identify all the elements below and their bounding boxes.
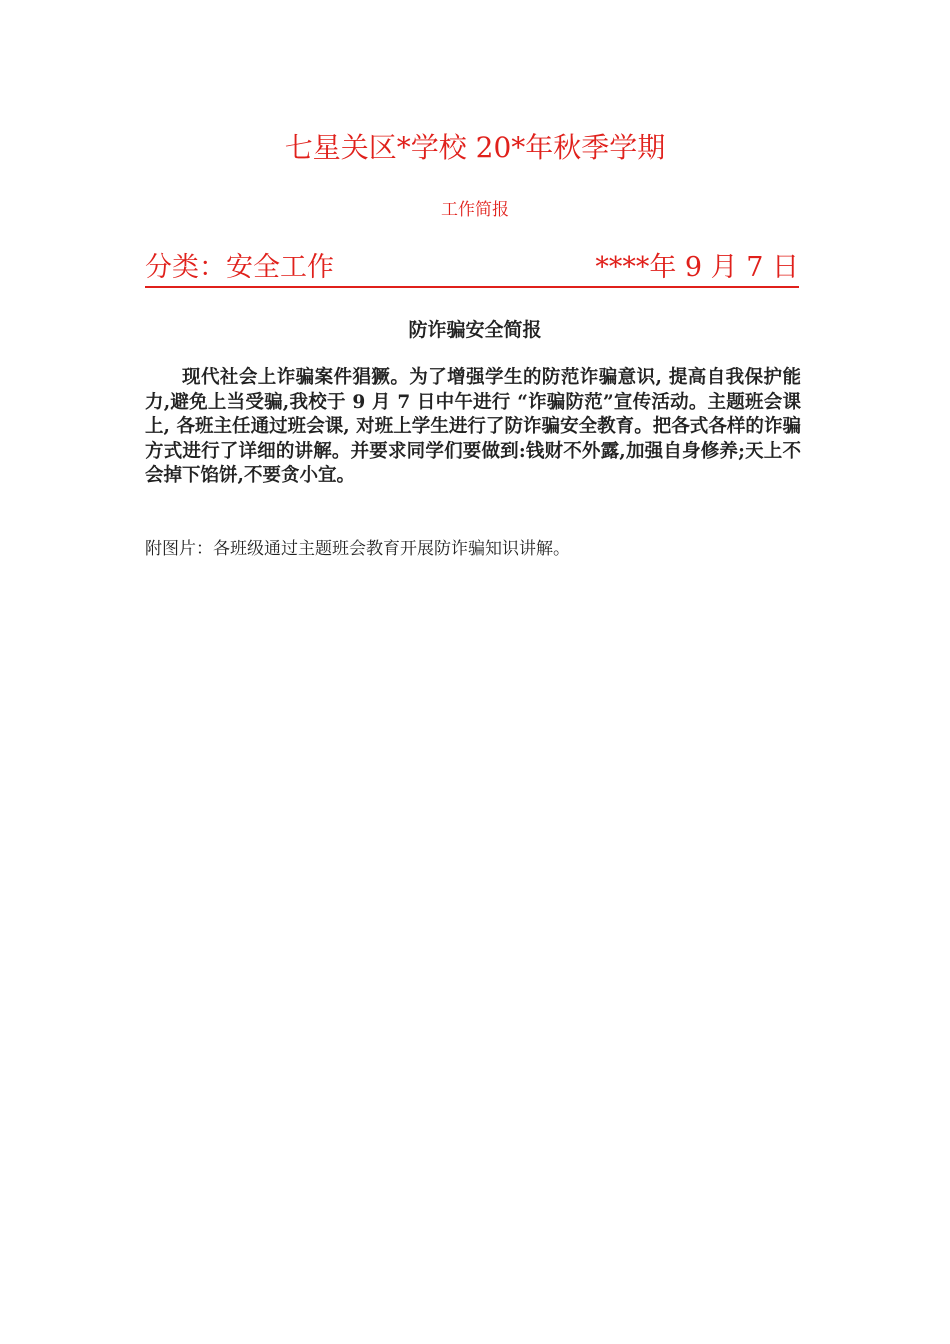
article-body: 现代社会上诈骗案件猖獗。为了增强学生的防范诈骗意识, 提高自我保护能力,避免上当受骗,我校于 9 月 7 日中午进行 “诈骗防范”宣传活动。主题班会课上, 各班主任通过班会课, 对班上学生进行了防诈骗安全教育。把各式各样的诈骗方式进行了详细的讲解。并要求同学们要做到:钱财不外露,加强自身修养;天上不会掉下馅饼,不要贪小宜。 — [145, 367, 801, 487]
article-title: 防诈骗安全简报 — [408, 319, 542, 341]
photo-caption: 附图片：各班级通过主题班会教育开展防诈骗知识讲解。 — [145, 539, 570, 559]
category-label: 分类：安全工作 — [145, 252, 334, 283]
date-label: ****年 9 月 7 日 — [595, 252, 799, 283]
school-title: 七星关区*学校 20*年秋季学期 — [284, 131, 666, 164]
meta-row — [145, 250, 799, 288]
bulletin-subtitle: 工作简报 — [441, 200, 509, 220]
